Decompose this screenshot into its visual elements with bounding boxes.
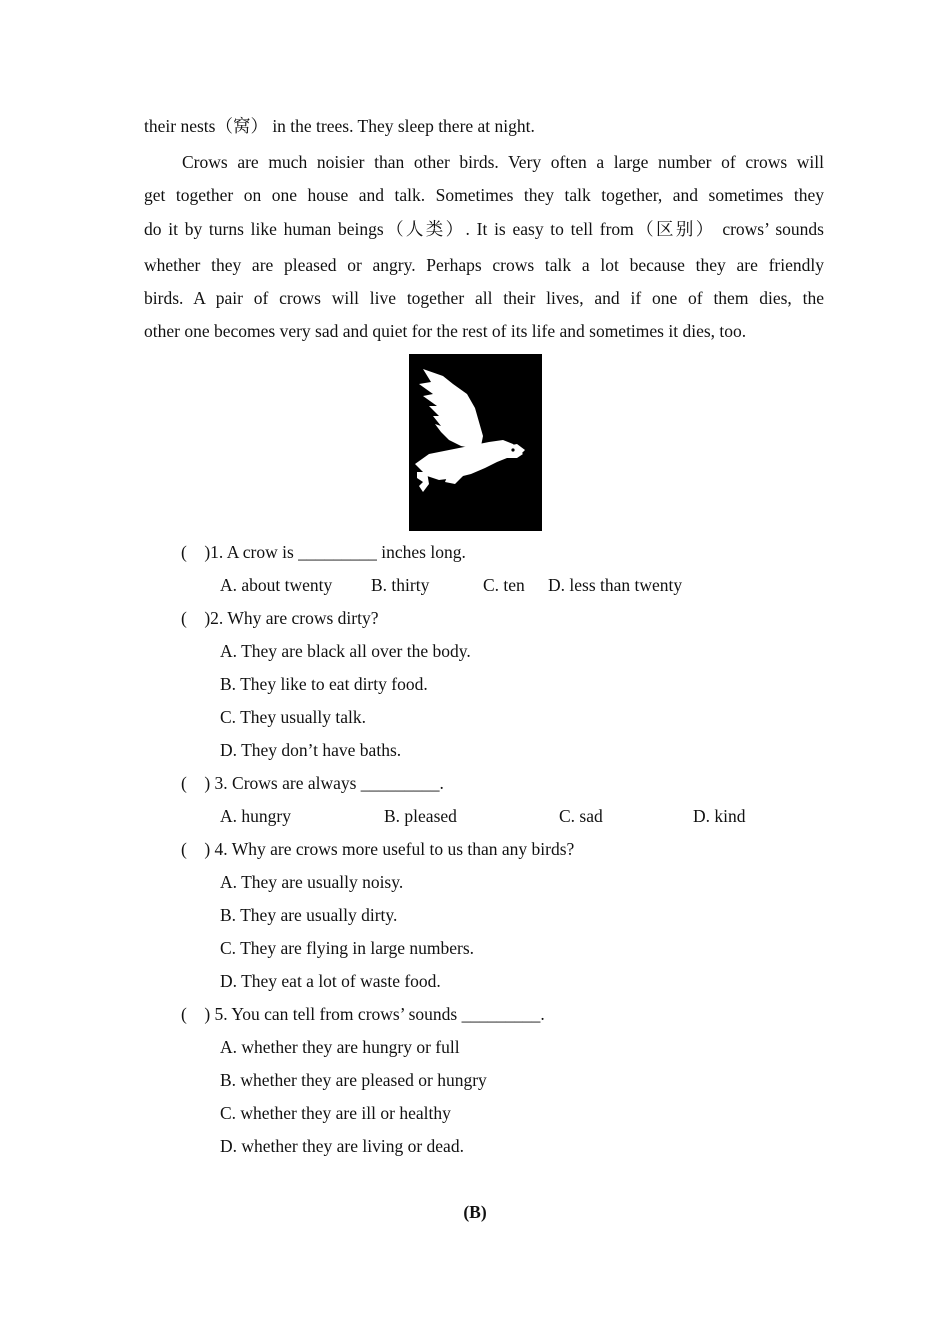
option: A. hungry [220,806,291,826]
option: D. whether they are living or dead. [220,1136,464,1156]
option: C. whether they are ill or healthy [220,1103,451,1123]
passage-line: do it by turns like human beings（人类）. It is easy to tell from（区别） crows’ sounds [144,219,824,239]
option: C. ten [483,575,525,595]
option: C. They usually talk. [220,707,366,727]
option: B. They are usually dirty. [220,905,398,925]
option: D. They don’t have baths. [220,740,402,760]
option: A. about twenty [220,575,333,595]
option: D. kind [693,806,746,826]
option: D. less than twenty [548,575,683,595]
question-stem: ( ) 4. Why are crows more useful to us than any birds? [181,839,575,859]
passage-line: their nests（窝） in the trees. They sleep there at night. [144,116,535,136]
option: C. They are flying in large numbers. [220,938,475,958]
question-stem: ( ) 5. You can tell from crows’ sounds _________. [181,1004,545,1024]
option: C. sad [559,806,603,826]
option: D. They eat a lot of waste food. [220,971,441,991]
question-stem: ( ) 3. Crows are always _________. [181,773,444,793]
question-stem: ( )2. Why are crows dirty? [181,608,379,628]
option: B. They like to eat dirty food. [220,674,428,694]
option: B. thirty [371,575,430,595]
option: B. whether they are pleased or hungry [220,1070,487,1090]
bird-picture [409,354,542,531]
option: B. pleased [384,806,457,826]
option: A. whether they are hungry or full [220,1037,460,1057]
passage-line: Crows are much noisier than other birds. Very often a large number of crows will [182,152,824,172]
option-row [220,805,820,827]
option-row [220,574,820,596]
section-label: (B) [463,1202,487,1222]
flying-bird-icon [409,354,542,531]
passage-line: whether they are pleased or angry. Perhaps crows talk a lot because they are friendly [144,255,824,275]
passage-line: birds. A pair of crows will live together all their lives, and if one of them dies, the [144,288,824,308]
option: A. They are usually noisy. [220,872,404,892]
question-stem: ( )1. A crow is _________ inches long. [181,542,466,562]
passage-line: get together on one house and talk. Sometimes they talk together, and sometimes they [144,185,824,205]
option: A. They are black all over the body. [220,641,471,661]
passage-line: other one becomes very sad and quiet for the rest of its life and sometimes it dies, too. [144,321,747,341]
